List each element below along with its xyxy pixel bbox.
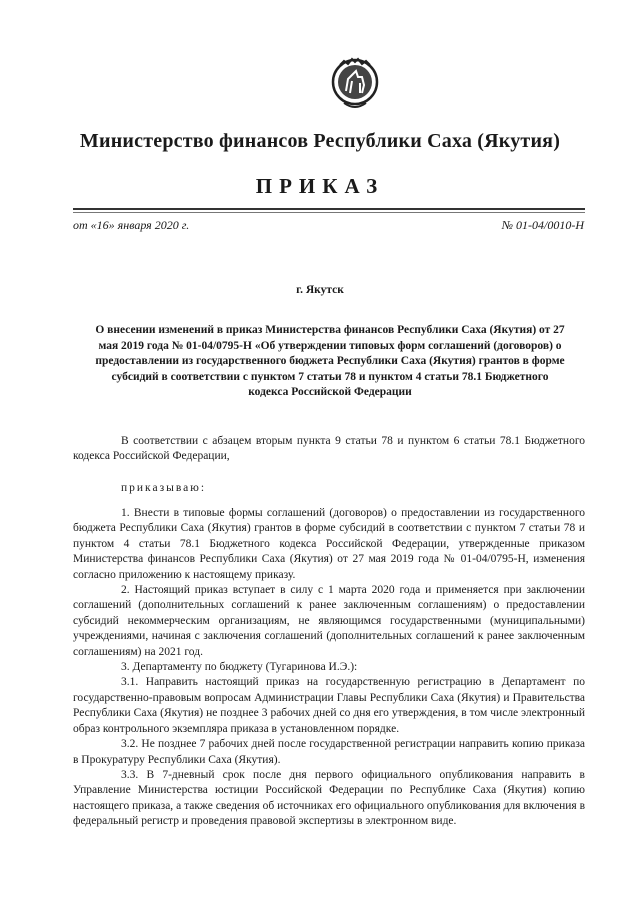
intro-paragraph: В соответствии с абзацем вторым пункта 9 статьи 78 и пунктом 6 статьи 78.1 Бюджетного кодекса Российской Федерации,	[73, 435, 585, 463]
order-body	[73, 506, 585, 830]
order-word: приказываю:	[121, 482, 207, 494]
paragraph-3-2: 3.2. Не позднее 7 рабочих дней после государственной регистрации направить копию приказа в Прокуратуру Республики Саха (Якутия).	[73, 738, 585, 766]
paragraph-3-3: 3.3. В 7-дневный срок после дня первого официального опубликования направить в Управление Министерства юстиции Российской Федерации по Республике Саха (Якутия) копию настоящего приказа, а также сведения об источниках его официального опубликования для включения в федеральный регистр и проведения правовой экспертизы в электронном виде.	[73, 768, 585, 828]
document-type: ПРИКАЗ	[255, 174, 385, 198]
paragraph-3-1: 3.1. Направить настоящий приказ на государственную регистрацию в Департамент по государственно-правовым вопросам Администрации Главы Республики Саха (Якутия) и Правительства Республики Саха (Якутия) не позднее 3 рабочих дней со дня его утверждения, в том числе электронный образ контрольного экземпляра приказа в установленном порядке.	[73, 676, 585, 735]
coat-of-arms-icon	[330, 55, 380, 113]
paragraph-3: 3. Департаменту по бюджету (Тугаринова И.Э.):	[121, 661, 358, 674]
paragraph-2: 2. Настоящий приказ вступает в силу с 1 марта 2020 года и применяется при заключении соглашений (дополнительных соглашений к ранее заключенным соглашениям) о предоставлении субсидий некоммерческим организациям, не являющимся государственными (муниципальными) учреждениями, начиная с заключения соглашений (дополнительных соглашений к ранее заключенным соглашениям) на 2021 год.	[73, 584, 585, 658]
paragraph-1: 1. Внести в типовые формы соглашений (договоров) о предоставлении из государственного бюджета Республики Саха (Якутия) грантов в форме субсидий в соответствии с пунктом 7 статьи 78 и пунктом 4 статьи 78.1 Бюджетного кодекса Российской Федерации, утвержденные приказом Министерства финансов Республики Саха (Якутия) от 27 мая 2019 года № 01-04/0795-Н, изменения согласно приложению к настоящему приказу.	[73, 507, 585, 581]
ministry-name: Министерство финансов Республики Саха (Якутия)	[79, 130, 561, 152]
document-title: О внесении изменений в приказ Министерства финансов Республики Саха (Якутия) от 27 мая 2019 года № 01-04/0795-Н «Об утверждении типовых форм соглашений (договоров) о предоставлении из государственного бюджета Республики Саха (Якутия) грантов в форме субсидий в соответствии с пунктом 7 статьи 78 и пунктом 4 статьи 78.1 Бюджетного кодекса Российской Федерации	[95, 324, 565, 398]
document-number: № 01-04/0010-Н	[501, 218, 584, 232]
document-date: от «16» января 2020 г.	[73, 218, 190, 232]
header-divider-thin	[73, 212, 585, 213]
intro-section	[73, 434, 585, 465]
header-divider	[73, 208, 585, 210]
document-city: г. Якутск	[296, 284, 344, 296]
